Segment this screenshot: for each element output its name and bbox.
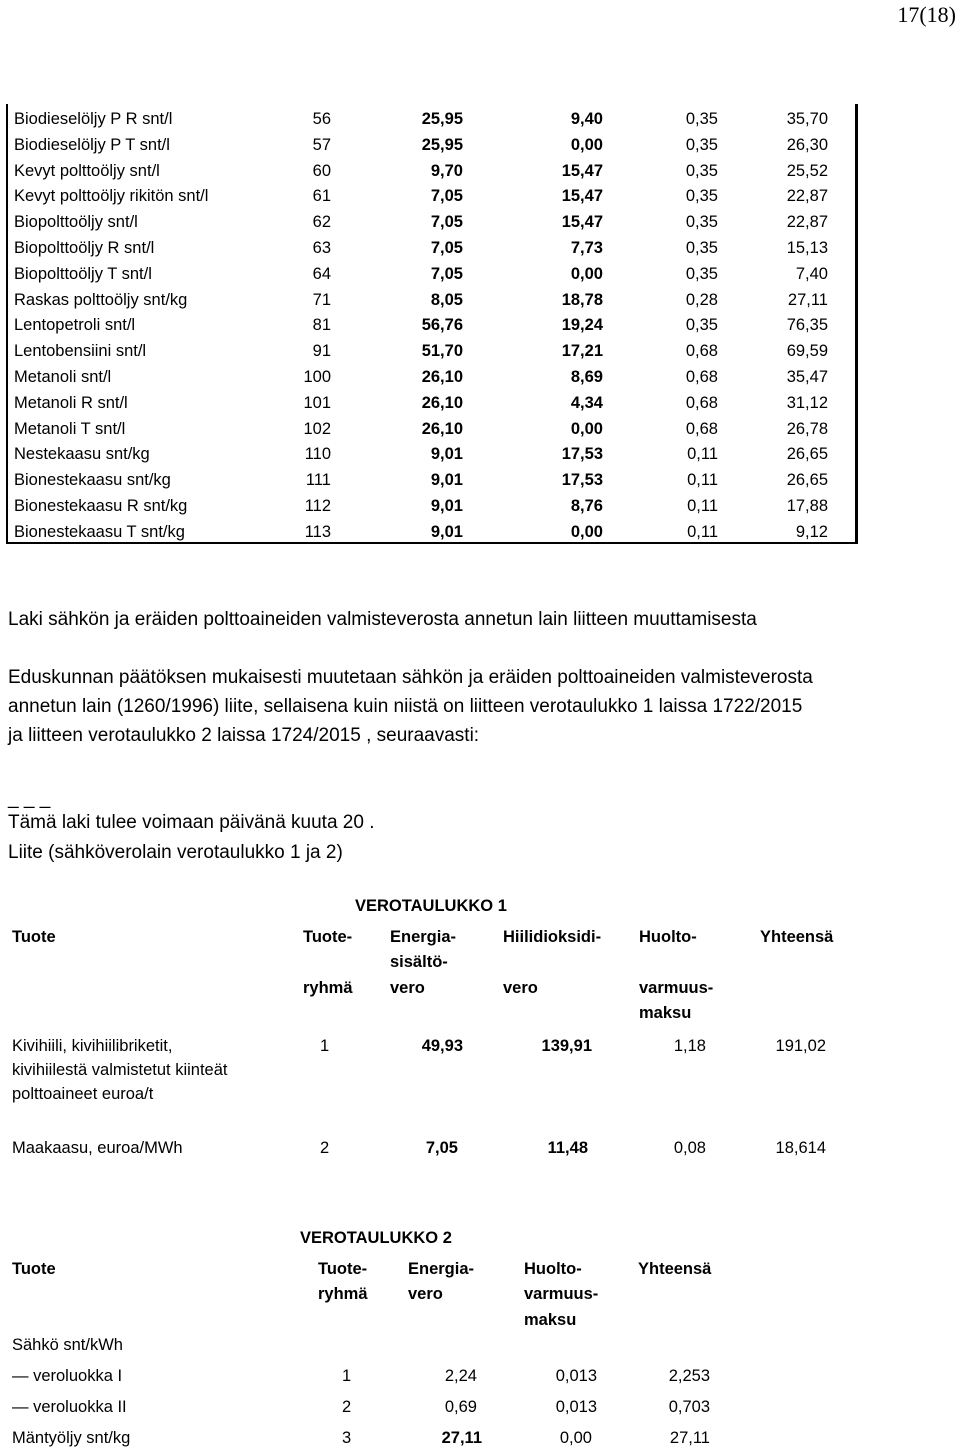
- cell-total: 25,52: [786, 161, 828, 180]
- vt2-header-energia-1: Energia-: [408, 1260, 475, 1278]
- vt1-row1-total: 191,02: [775, 1037, 826, 1055]
- effective-date: Tämä laki tulee voimaan päivänä kuuta 20 .: [8, 812, 375, 833]
- table-row: [8, 441, 855, 467]
- vt2-header-total: Yhteensä: [638, 1260, 712, 1278]
- cell-co2: 17,21: [561, 342, 603, 361]
- cell-name: Bionestekaasu snt/kg: [14, 471, 171, 490]
- table-row: [8, 364, 855, 390]
- cell-co2: 4,34: [570, 393, 603, 412]
- table-row: [8, 132, 855, 158]
- vt1-row1-group: 1: [320, 1037, 330, 1055]
- vt1-row1-name-3: polttoaineet euroa/t: [12, 1085, 154, 1103]
- cell-co2: 17,53: [561, 471, 603, 490]
- cell-total: 9,12: [795, 522, 828, 541]
- cell-energy: 9,01: [430, 445, 463, 464]
- cell-energy: 9,01: [430, 471, 463, 490]
- law-title: Laki sähkön ja eräiden polttoaineiden valmisteverosta annetun lain liitteen muuttamisesta: [8, 609, 757, 630]
- vt1-title: VEROTAULUKKO 1: [355, 897, 507, 915]
- cell-huolto: 0,35: [685, 161, 718, 180]
- cell-huolto: 0,35: [685, 264, 718, 283]
- vt2-section-electricity: Sähkö snt/kWh: [12, 1336, 123, 1354]
- cell-total: 17,88: [786, 497, 828, 515]
- table-row: [8, 493, 855, 519]
- cell-code: 71: [312, 290, 331, 309]
- cell-co2: 7,73: [570, 239, 603, 257]
- cell-energy: 9,70: [430, 161, 463, 180]
- cell-code: 62: [312, 213, 331, 232]
- cell-co2: 15,47: [561, 161, 603, 180]
- law-paragraph-line-2: annetun lain (1260/1996) liite, sellaisena kuin niistä on liitteen verotaulukko 1 laissa 1722/2015: [8, 696, 803, 717]
- vt1-header-energia-2: sisältö-: [390, 953, 448, 971]
- cell-energy: 9,01: [430, 522, 463, 541]
- cell-huolto: 0,35: [685, 187, 718, 206]
- cell-name: Kevyt polttoöljy snt/l: [14, 161, 160, 180]
- cell-name: Metanoli R snt/l: [14, 393, 128, 412]
- separator: _ _ _: [8, 788, 51, 809]
- table-row: [8, 338, 855, 364]
- cell-total: 35,47: [786, 368, 828, 386]
- vt2-row3-name: Mäntyöljy snt/kg: [12, 1429, 131, 1447]
- vt2-header-energia-2: vero: [408, 1285, 443, 1303]
- cell-huolto: 0,11: [687, 471, 718, 490]
- cell-co2: 9,40: [570, 110, 603, 128]
- vt1-header-energia-1: Energia-: [390, 928, 457, 946]
- vt2-header-ryhma-2: ryhmä: [318, 1285, 368, 1303]
- vt1-header-ryhma-2: ryhmä: [303, 979, 353, 997]
- cell-co2: 18,78: [561, 290, 603, 309]
- cell-total: 15,13: [786, 239, 828, 257]
- vt2-row3-energy: 27,11: [441, 1429, 482, 1447]
- cell-code: 60: [312, 161, 331, 180]
- cell-code: 63: [312, 239, 331, 257]
- cell-total: 35,70: [786, 110, 828, 128]
- vt1-row1-name-1: Kivihiili, kivihiilibriketit,: [12, 1037, 173, 1055]
- vt1-header-huolto-2: varmuus-: [639, 979, 714, 997]
- cell-name: Bionestekaasu T snt/kg: [14, 522, 185, 541]
- vt1-row2-group: 2: [320, 1139, 330, 1157]
- cell-total: 27,11: [787, 290, 828, 309]
- cell-energy: 7,05: [430, 264, 463, 283]
- cell-code: 64: [312, 264, 331, 283]
- table-row: [8, 312, 855, 338]
- cell-energy: 26,10: [421, 419, 463, 438]
- cell-code: 112: [304, 497, 331, 515]
- cell-code: 56: [312, 110, 331, 128]
- vt2-row3-total: 27,11: [669, 1429, 710, 1447]
- cell-huolto: 0,68: [685, 393, 718, 412]
- vt2-row2-total: 0,703: [668, 1398, 710, 1416]
- vt2-title: VEROTAULUKKO 2: [300, 1229, 452, 1247]
- cell-co2: 15,47: [561, 187, 603, 206]
- vt2-row2-name: — veroluokka II: [12, 1398, 127, 1416]
- vt2-row2-huolto: 0,013: [555, 1398, 597, 1416]
- cell-total: 69,59: [786, 342, 828, 361]
- vt1-header-energia-3: vero: [390, 979, 425, 997]
- table-row: [8, 106, 855, 132]
- vt1-header-co2-1: Hiilidioksidi-: [503, 928, 602, 946]
- vt1-row2-co2: 11,48: [547, 1139, 588, 1157]
- vt2-row1-group: 1: [342, 1367, 352, 1385]
- cell-huolto: 0,11: [687, 445, 718, 464]
- vt2-header-huolto-3: maksu: [524, 1311, 577, 1329]
- cell-code: 91: [312, 342, 331, 361]
- vt1-row1-co2: 139,91: [541, 1037, 592, 1055]
- vt2-row1-energy: 2,24: [444, 1367, 477, 1385]
- vt1-header-total: Yhteensä: [760, 928, 834, 946]
- cell-code: 102: [303, 419, 331, 438]
- vt1-row2-huolto: 0,08: [673, 1139, 706, 1157]
- cell-energy: 26,10: [421, 368, 463, 386]
- cell-energy: 8,05: [430, 290, 463, 309]
- cell-name: Biodieselöljy P R snt/l: [14, 110, 173, 128]
- cell-energy: 51,70: [421, 342, 463, 361]
- table-row: [8, 519, 855, 545]
- vt2-row1-total: 2,253: [668, 1367, 710, 1385]
- cell-total: 26,65: [786, 445, 828, 464]
- table-row: [8, 390, 855, 416]
- cell-name: Lentobensiini snt/l: [14, 342, 147, 361]
- cell-name: Metanoli snt/l: [14, 368, 112, 386]
- table-row: [8, 158, 855, 184]
- vt1-row1-name-2: kivihiilestä valmistetut kiinteät: [12, 1061, 228, 1079]
- cell-name: Raskas polttoöljy snt/kg: [14, 290, 188, 309]
- cell-huolto: 0,35: [685, 213, 718, 232]
- cell-energy: 7,05: [430, 187, 463, 206]
- cell-total: 22,87: [786, 213, 828, 232]
- cell-code: 81: [312, 316, 331, 335]
- cell-energy: 7,05: [430, 213, 463, 232]
- cell-huolto: 0,68: [685, 368, 718, 386]
- vt2-row2-energy: 0,69: [444, 1398, 477, 1416]
- vt1-row2-name: Maakaasu, euroa/MWh: [12, 1139, 183, 1157]
- cell-total: 31,12: [786, 393, 828, 412]
- vt1-header-co2-2: vero: [503, 979, 538, 997]
- cell-code: 101: [303, 393, 331, 412]
- table-row: [8, 416, 855, 442]
- cell-name: Biopolttoöljy R snt/l: [14, 239, 155, 257]
- vt2-header-huolto-1: Huolto-: [524, 1260, 582, 1278]
- vt2-header-ryhma-1: Tuote-: [318, 1260, 368, 1278]
- cell-total: 22,87: [786, 187, 828, 206]
- cell-name: Bionestekaasu R snt/kg: [14, 497, 188, 515]
- table-row: [8, 183, 855, 209]
- vt2-header-huolto-2: varmuus-: [524, 1285, 599, 1303]
- vt2-row2-group: 2: [342, 1398, 352, 1416]
- cell-co2: 17,53: [561, 445, 603, 464]
- cell-co2: 0,00: [570, 135, 603, 154]
- cell-name: Biopolttoöljy T snt/l: [14, 264, 152, 283]
- cell-total: 26,78: [786, 419, 828, 438]
- vt1-header-huolto-3: maksu: [639, 1004, 692, 1022]
- vt1-row1-energy: 49,93: [421, 1037, 463, 1055]
- vt1-header-ryhma-1: Tuote-: [303, 928, 353, 946]
- table-row: [8, 287, 855, 313]
- cell-co2: 8,69: [570, 368, 603, 386]
- vt1-row2-energy: 7,05: [425, 1139, 458, 1157]
- cell-huolto: 0,35: [685, 135, 718, 154]
- cell-energy: 26,10: [421, 393, 463, 412]
- cell-name: Metanoli T snt/l: [14, 419, 126, 438]
- cell-total: 26,65: [786, 471, 828, 490]
- vt2-row3-group: 3: [342, 1429, 352, 1447]
- cell-huolto: 0,68: [685, 342, 718, 361]
- cell-name: Nestekaasu snt/kg: [14, 445, 150, 464]
- cell-code: 100: [303, 368, 331, 386]
- appendix-title: Liite (sähköverolain verotaulukko 1 ja 2): [8, 842, 343, 863]
- cell-energy: 9,01: [430, 497, 463, 515]
- cell-code: 111: [305, 471, 331, 490]
- cell-huolto: 0,35: [685, 239, 718, 257]
- cell-huolto: 0,35: [685, 316, 718, 335]
- vt2-row1-name: — veroluokka I: [12, 1367, 123, 1385]
- cell-energy: 25,95: [421, 135, 463, 154]
- cell-code: 57: [312, 135, 331, 154]
- cell-huolto: 0,11: [687, 522, 718, 541]
- cell-co2: 8,76: [570, 497, 603, 515]
- law-paragraph-line-1: Eduskunnan päätöksen mukaisesti muutetaan sähkön ja eräiden polttoaineiden valmisteverosta: [8, 667, 813, 688]
- cell-total: 7,40: [795, 264, 828, 283]
- cell-code: 61: [312, 187, 331, 206]
- cell-code: 113: [304, 522, 331, 541]
- cell-huolto: 0,28: [685, 290, 718, 309]
- table-row: [8, 261, 855, 287]
- cell-total: 76,35: [786, 316, 828, 335]
- table-row: [8, 235, 855, 261]
- cell-name: Kevyt polttoöljy rikitön snt/l: [14, 187, 209, 206]
- vt1-row1-huolto: 1,18: [673, 1037, 706, 1055]
- cell-huolto: 0,11: [687, 497, 718, 515]
- table-row: [8, 467, 855, 493]
- vt1-row2-total: 18,614: [775, 1139, 826, 1157]
- cell-co2: 19,24: [561, 316, 603, 335]
- vt2-row1-huolto: 0,013: [555, 1367, 597, 1385]
- fuel-tax-table: [6, 104, 858, 544]
- cell-name: Lentopetroli snt/l: [14, 316, 136, 335]
- cell-energy: 56,76: [421, 316, 463, 335]
- vt1-header-tuote: Tuote: [12, 928, 56, 946]
- cell-name: Biodieselöljy P T snt/l: [14, 135, 170, 154]
- cell-energy: 7,05: [430, 239, 463, 257]
- law-paragraph-line-3: ja liitteen verotaulukko 2 laissa 1724/2015 , seuraavasti:: [8, 725, 480, 746]
- vt2-header-tuote: Tuote: [12, 1260, 56, 1278]
- table-row: [8, 209, 855, 235]
- cell-huolto: 0,68: [685, 419, 718, 438]
- cell-co2: 0,00: [570, 522, 603, 541]
- vt2-row3-huolto: 0,00: [559, 1429, 592, 1447]
- cell-name: Biopolttoöljy snt/l: [14, 213, 138, 232]
- cell-total: 26,30: [786, 135, 828, 154]
- cell-co2: 15,47: [561, 213, 603, 232]
- cell-co2: 0,00: [570, 264, 603, 283]
- vt1-header-huolto-1: Huolto-: [639, 928, 697, 946]
- cell-energy: 25,95: [421, 110, 463, 128]
- cell-code: 110: [304, 445, 331, 464]
- cell-huolto: 0,35: [685, 110, 718, 128]
- cell-co2: 0,00: [570, 419, 603, 438]
- page-number: 17(18): [897, 2, 956, 27]
